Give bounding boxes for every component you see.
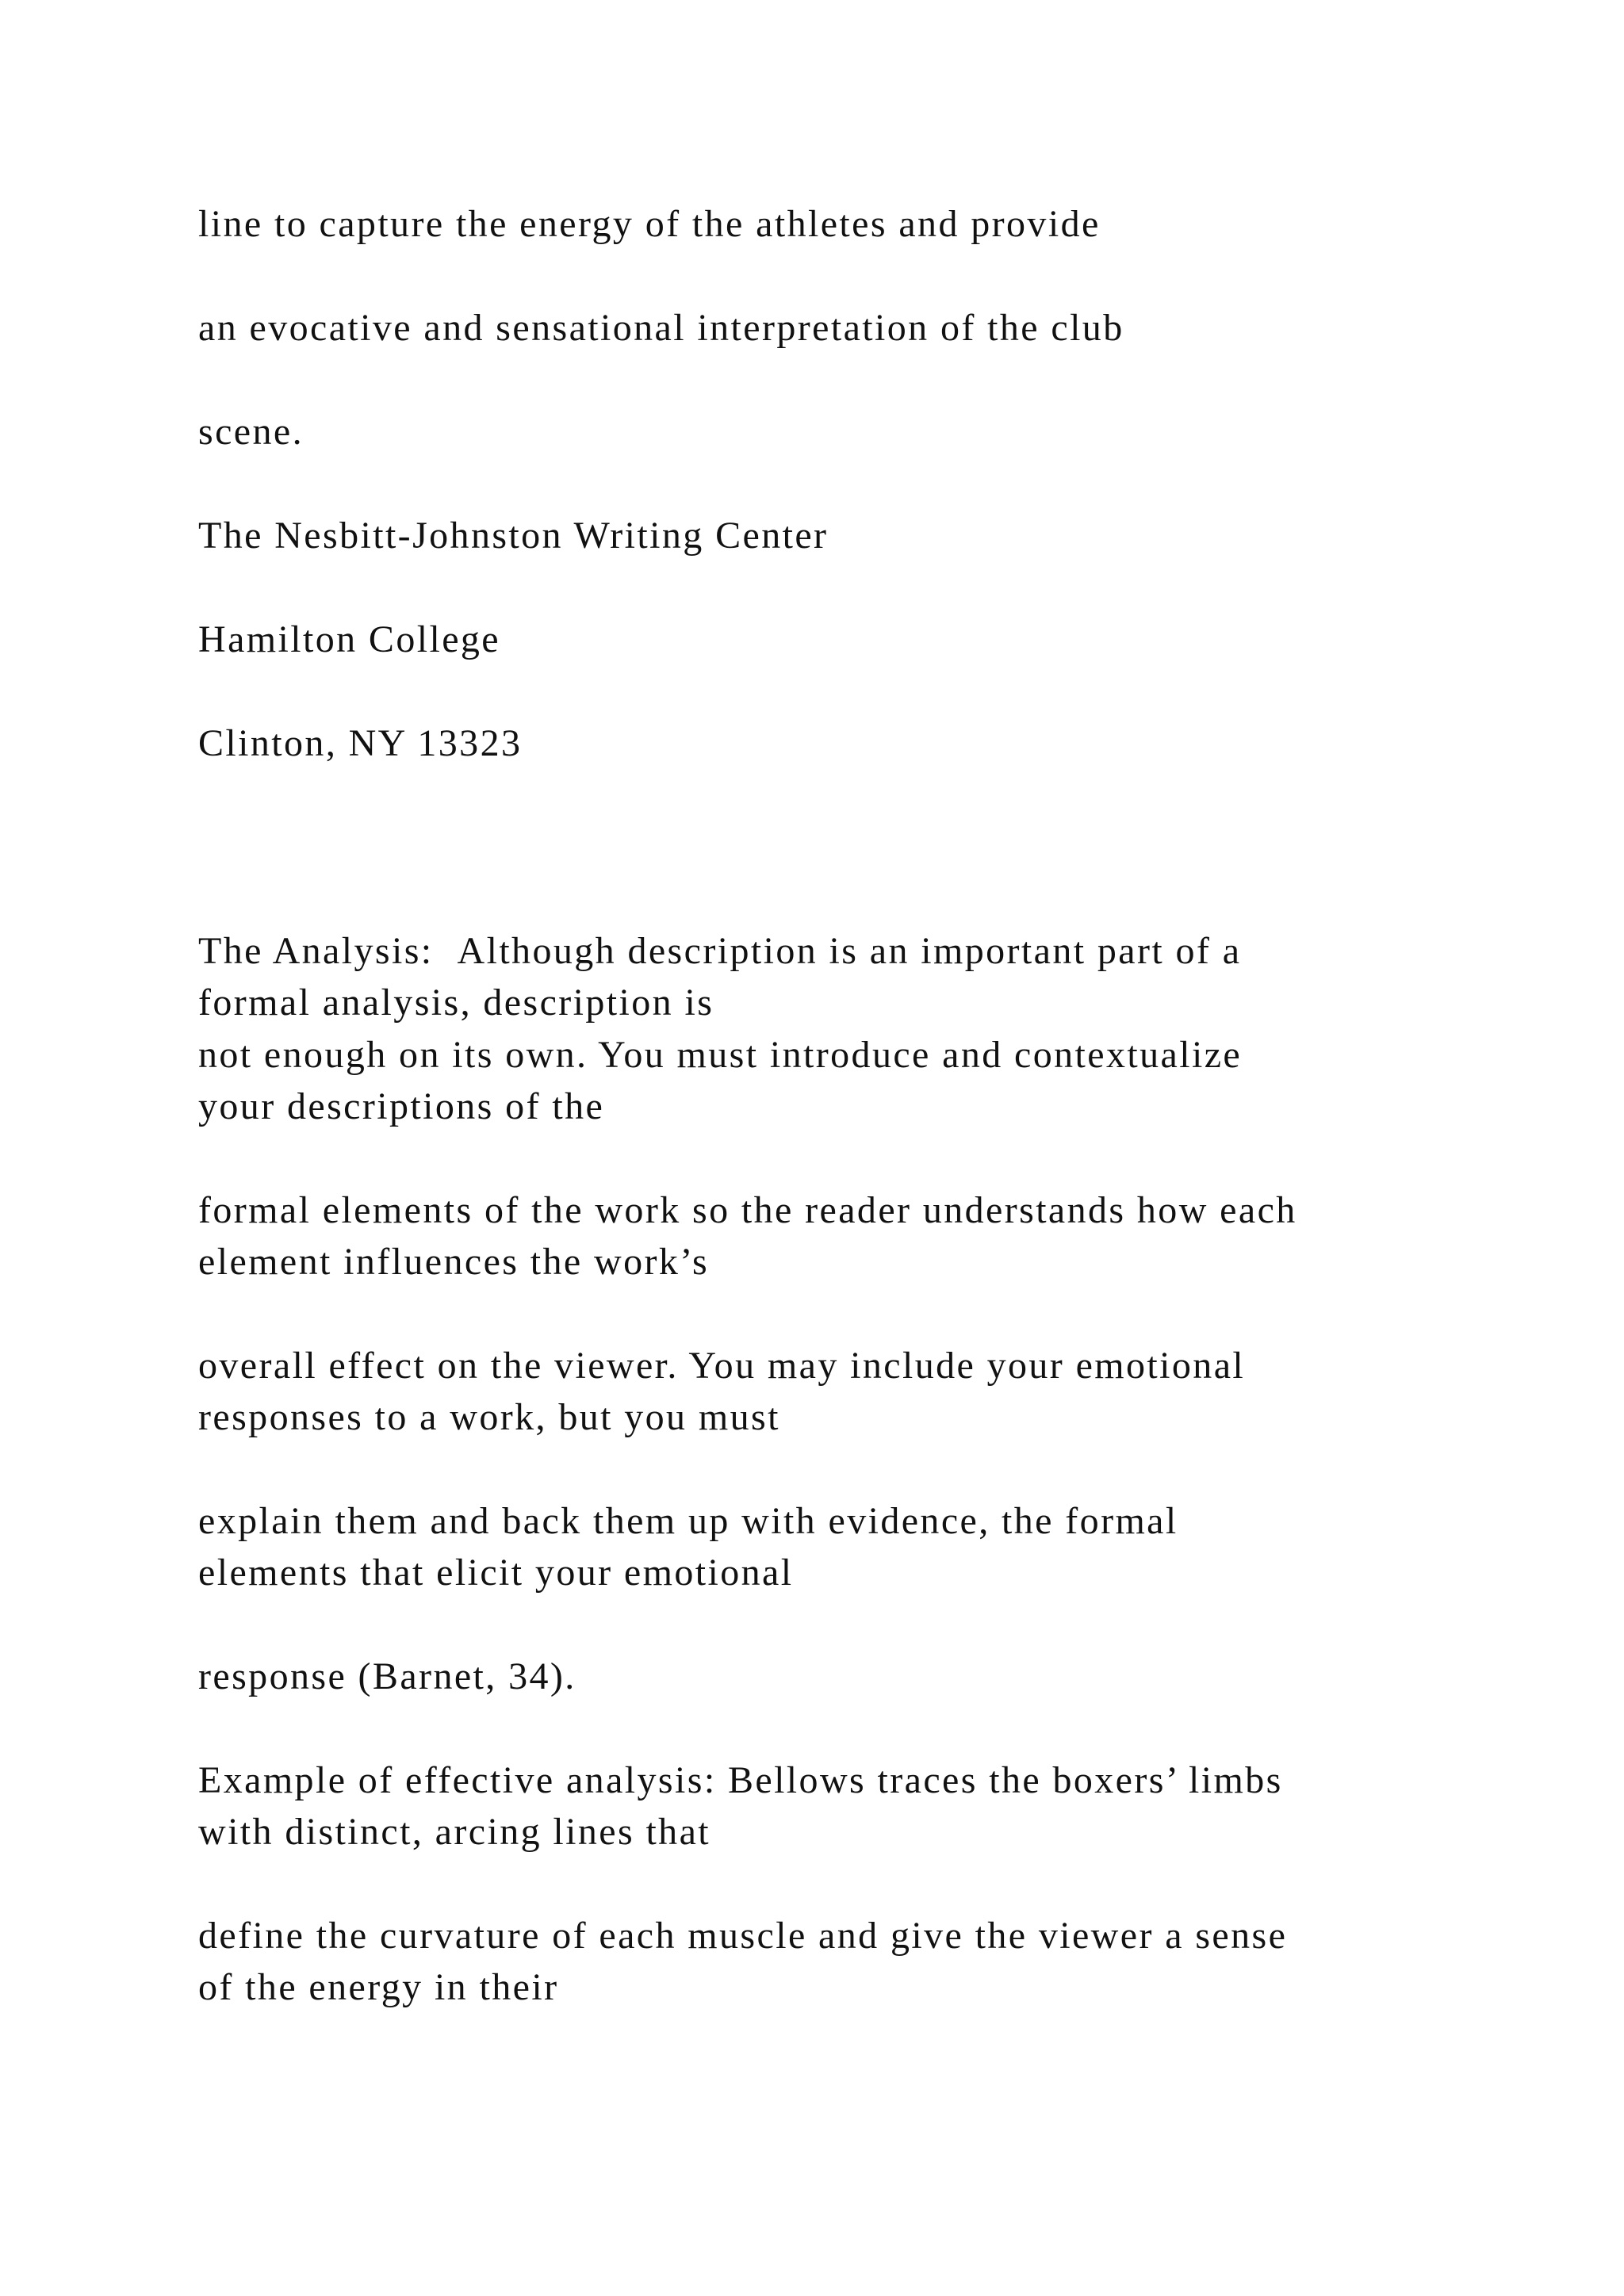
text-line: responses to a work, but you must: [198, 1396, 780, 1439]
analysis-line-3: not enough on its own. You must introduce and contextualize: [198, 1033, 1243, 1076]
writing-center-name: The Nesbitt-Johnston Writing Center: [198, 515, 829, 557]
text-line: define the curvature of each muscle and give the viewer a sense: [198, 1915, 1288, 1957]
text-line: element influences the work’s: [198, 1241, 710, 1284]
text-line: formal elements of the work so the reader understands how each: [198, 1189, 1297, 1231]
text-line: line to capture the energy of the athletes and provide: [198, 203, 1101, 245]
analysis-line-2: formal analysis, description is: [198, 982, 714, 1024]
text-line: Example of effective analysis: Bellows traces the boxers’ limbs: [198, 1759, 1283, 1801]
text-line: overall effect on the viewer. You may include your emotional: [198, 1345, 1246, 1387]
text-line: an evocative and sensational interpretation of the club: [198, 307, 1124, 349]
analysis-paragraph-4: [198, 1495, 1435, 1599]
analysis-line-4: your descriptions of the: [198, 1085, 605, 1127]
analysis-heading: The Analysis:: [198, 930, 434, 972]
analysis-paragraph: [198, 925, 1435, 1132]
analysis-text: Although description is an important part of a: [457, 930, 1242, 972]
example-paragraph: [198, 1755, 1435, 1858]
text-line: of the energy in their: [198, 1966, 559, 2009]
college-name: Hamilton College: [198, 618, 501, 660]
analysis-line-1: [198, 925, 1435, 977]
analysis-paragraph-3: [198, 1340, 1435, 1444]
analysis-paragraph-2: [198, 1184, 1435, 1288]
college-address: Clinton, NY 13323: [198, 722, 523, 764]
citation-line: response (Barnet, 34).: [198, 1655, 576, 1697]
text-line: elements that elicit your emotional: [198, 1552, 794, 1594]
text-line: explain them and back them up with evidence, the formal: [198, 1500, 1178, 1542]
example-paragraph-2: [198, 1910, 1435, 2014]
text-line: with distinct, arcing lines that: [198, 1811, 711, 1854]
text-line: scene.: [198, 411, 304, 453]
